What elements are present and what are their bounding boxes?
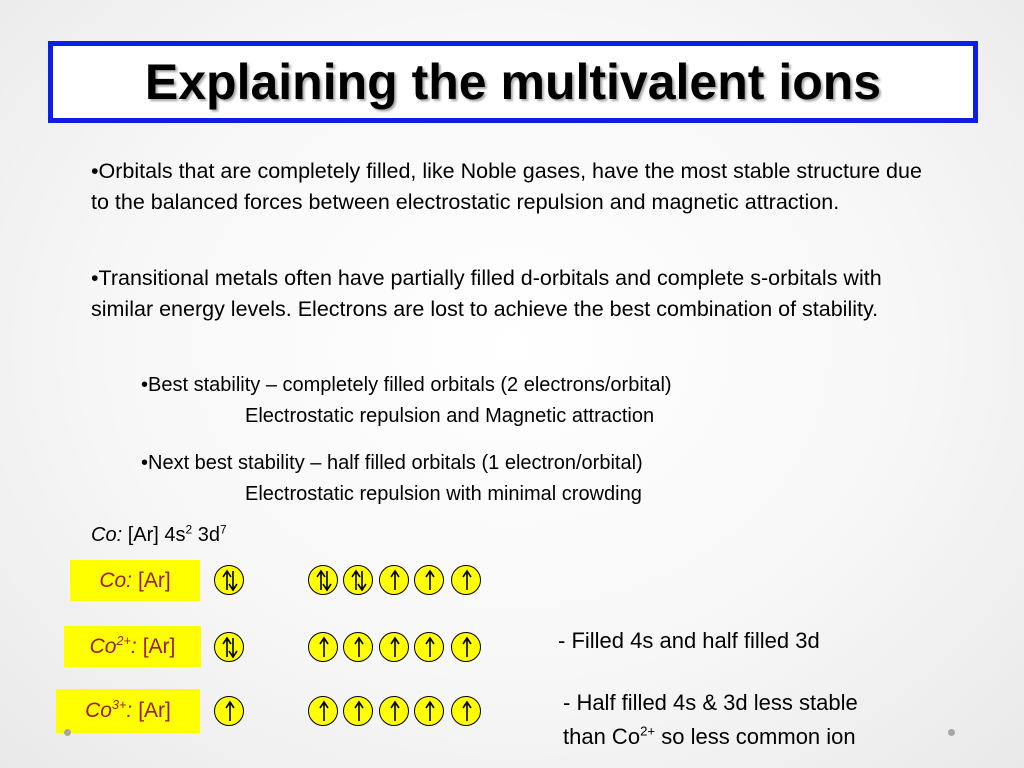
config-core: [Ar] 4s: [127, 524, 186, 546]
label-co3: [56, 689, 200, 733]
ion-name: $Co^{3+}$:: [85, 698, 133, 722]
orbital-3d-row1-4: [451, 632, 481, 662]
ion-name: Co:: [99, 568, 133, 592]
sub-bullet-next-detail: Electrostatic repulsion with minimal crowding: [245, 483, 642, 505]
config-d: 3d: [192, 524, 220, 546]
ion-core: [Ar]: [138, 568, 171, 592]
note-co3-line2: than $Co^{2+}$ so less common ion: [563, 723, 856, 749]
orbital-3d-row0-0: [308, 565, 338, 595]
orbital-3d-row1-1: [343, 632, 373, 662]
sub-bullet-best-stability: •Best stability – completely filled orbitals (2 electrons/orbital): [141, 374, 672, 396]
orbital-3d-row2-3: [414, 696, 444, 726]
orbital-4s-row2: [214, 696, 244, 726]
orbital-3d-row1-3: [414, 632, 444, 662]
orbital-3d-row2-0: [308, 696, 338, 726]
bullet-filled-orbitals: •Orbitals that are completely filled, like Noble gases, have the most stable structure due to the balanced forces between electrostatic repulsion and magnetic attraction.: [91, 159, 922, 214]
orbital-3d-row0-4: [451, 565, 481, 595]
sub-bullet-next-best: •Next best stability – half filled orbitals (1 electron/orbital): [141, 452, 643, 474]
slide-dot-right: [948, 729, 955, 736]
orbital-3d-row1-0: [308, 632, 338, 662]
label-co: [70, 560, 200, 601]
note-co3-line1: - Half filled 4s & 3d less stable: [563, 690, 858, 715]
config-d-exponent: 7: [219, 522, 227, 537]
ion-name: $Co^{2+}$:: [89, 633, 137, 658]
orbital-3d-row2-4: [451, 696, 481, 726]
label-co2: [64, 626, 201, 667]
orbital-3d-row2-1: [343, 696, 373, 726]
orbital-3d-row1-2: [379, 632, 409, 662]
note-co2: - Filled 4s and half filled 3d: [558, 628, 820, 653]
bullet-transition-metals: •Transitional metals often have partially filled d-orbitals and complete s-orbitals with similar energy levels. Electrons are lost to achieve the best combination of stability.: [91, 266, 882, 321]
config-s-exponent: 2: [185, 522, 193, 537]
slide-title: Explaining the multivalent ions: [144, 54, 882, 110]
ion-core: [Ar]: [138, 699, 171, 722]
slide-dot-left: [64, 729, 71, 736]
co-electron-configuration: [91, 524, 227, 547]
orbital-3d-row0-2: [379, 565, 409, 595]
sub-bullet-best-detail: Electrostatic repulsion and Magnetic attraction: [245, 405, 655, 427]
orbital-3d-row0-3: [414, 565, 444, 595]
title-box: [48, 41, 978, 123]
orbital-3d-row2-2: [379, 696, 409, 726]
orbital-4s-row1: [214, 632, 244, 662]
ion-core: [Ar]: [142, 634, 176, 658]
orbital-4s-row0: [214, 565, 244, 595]
config-element: Co:: [91, 524, 123, 546]
orbital-3d-row0-1: [343, 565, 373, 595]
